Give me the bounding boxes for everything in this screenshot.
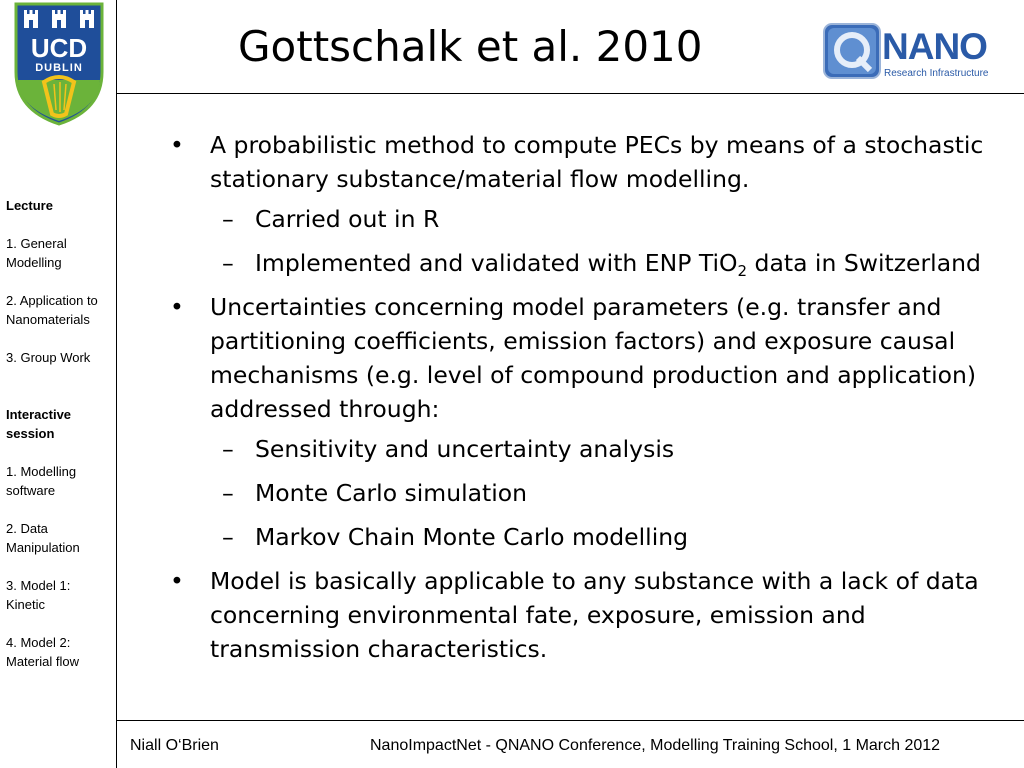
- bullet-text: transmission characteristics.: [210, 635, 548, 663]
- subbullet-monte-carlo: [170, 476, 990, 510]
- bullet-uncertainties: [170, 290, 990, 426]
- nav-item-application-2[interactable]: Nanomaterials: [6, 312, 90, 327]
- qnano-logo: [822, 22, 1004, 82]
- slide-title: Gottschalk et al. 2010: [238, 22, 703, 71]
- qnano-brand: NANO: [882, 26, 987, 67]
- dash-mark: –: [222, 479, 234, 507]
- bullet-applicability: [170, 564, 990, 666]
- nav-item-model1-1[interactable]: 3. Model 1:: [6, 578, 71, 593]
- slide-content: [170, 128, 990, 672]
- nav-heading-interactive-1[interactable]: Interactive: [6, 407, 72, 422]
- subbullet-text: data in Switzerland: [747, 249, 981, 277]
- ucd-text: [14, 34, 104, 74]
- nav-heading-interactive-2[interactable]: session: [6, 426, 55, 441]
- qnano-subtitle: Research Infrastructure: [884, 68, 989, 79]
- dash-mark: –: [222, 249, 234, 277]
- qnano-logo-icon: [822, 22, 882, 80]
- bullet-mark: •: [170, 567, 184, 595]
- nav-item-modelling-software-2[interactable]: software: [6, 483, 56, 498]
- sidebar: [0, 0, 117, 768]
- dash-mark: –: [222, 523, 234, 551]
- subbullet-text: Monte Carlo simulation: [255, 479, 528, 507]
- header-divider: [117, 93, 1024, 94]
- subscript-2: 2: [737, 262, 748, 280]
- nav-item-general-modelling-1[interactable]: 1. General: [6, 236, 67, 251]
- bullet-mark: •: [170, 293, 184, 321]
- ucd-logo-line2: DUBLIN: [35, 62, 83, 74]
- nav-item-model2-1[interactable]: 4. Model 2:: [6, 635, 71, 650]
- bullet-text: Model is basically applicable to any substance with a lack of data: [210, 567, 979, 595]
- nav-item-data-manipulation-2[interactable]: Manipulation: [6, 540, 80, 555]
- subbullet-text: Implemented and validated with ENP TiO: [255, 249, 738, 277]
- nav-item-general-modelling-2[interactable]: Modelling: [6, 255, 62, 270]
- nav-item-data-manipulation-1[interactable]: 2. Data: [6, 521, 48, 536]
- nav-item-application-1[interactable]: 2. Application to: [6, 293, 98, 308]
- bullet-text: A probabilistic method to compute PECs by means of a stochastic: [210, 131, 984, 159]
- nav-item-model2-2[interactable]: Material flow: [6, 654, 79, 669]
- nav-item-modelling-software-1[interactable]: 1. Modelling: [6, 464, 77, 479]
- subbullet-carried-out: [170, 202, 990, 236]
- subbullet-text: Sensitivity and uncertainty analysis: [255, 435, 675, 463]
- subbullet-text: Carried out in R: [255, 205, 440, 233]
- ucd-logo-line1: UCD: [30, 33, 88, 63]
- dash-mark: –: [222, 435, 234, 463]
- subbullet-text: Markov Chain Monte Carlo modelling: [255, 523, 689, 551]
- nav-heading-lecture[interactable]: Lecture: [6, 198, 53, 213]
- nav-item-group-work[interactable]: 3. Group Work: [6, 350, 91, 365]
- subbullet-mcmc: [170, 520, 990, 554]
- bullet-text: concerning environmental fate, exposure, emission and: [210, 601, 866, 629]
- footer-event: NanoImpactNet - QNANO Conference, Modelling Training School, 1 March 2012: [370, 737, 941, 754]
- footer-author: Niall O‘Brien: [130, 737, 219, 754]
- bullet-method: [170, 128, 990, 196]
- bullet-text: addressed through:: [210, 395, 440, 423]
- footer-divider: [117, 720, 1024, 721]
- subbullet-implemented: [170, 246, 990, 280]
- bullet-mark: •: [170, 131, 184, 159]
- nav-item-model1-2[interactable]: Kinetic: [6, 597, 46, 612]
- bullet-text: partitioning coefficients, emission factors) and exposure causal: [210, 327, 956, 355]
- bullet-text: stationary substance/material flow modelling.: [210, 165, 750, 193]
- sidebar-nav: [6, 196, 114, 671]
- bullet-text: Uncertainties concerning model parameters (e.g. transfer and: [210, 293, 942, 321]
- dash-mark: –: [222, 205, 234, 233]
- subbullet-sensitivity: [170, 432, 990, 466]
- bullet-text: mechanisms (e.g. level of compound production and application): [210, 361, 977, 389]
